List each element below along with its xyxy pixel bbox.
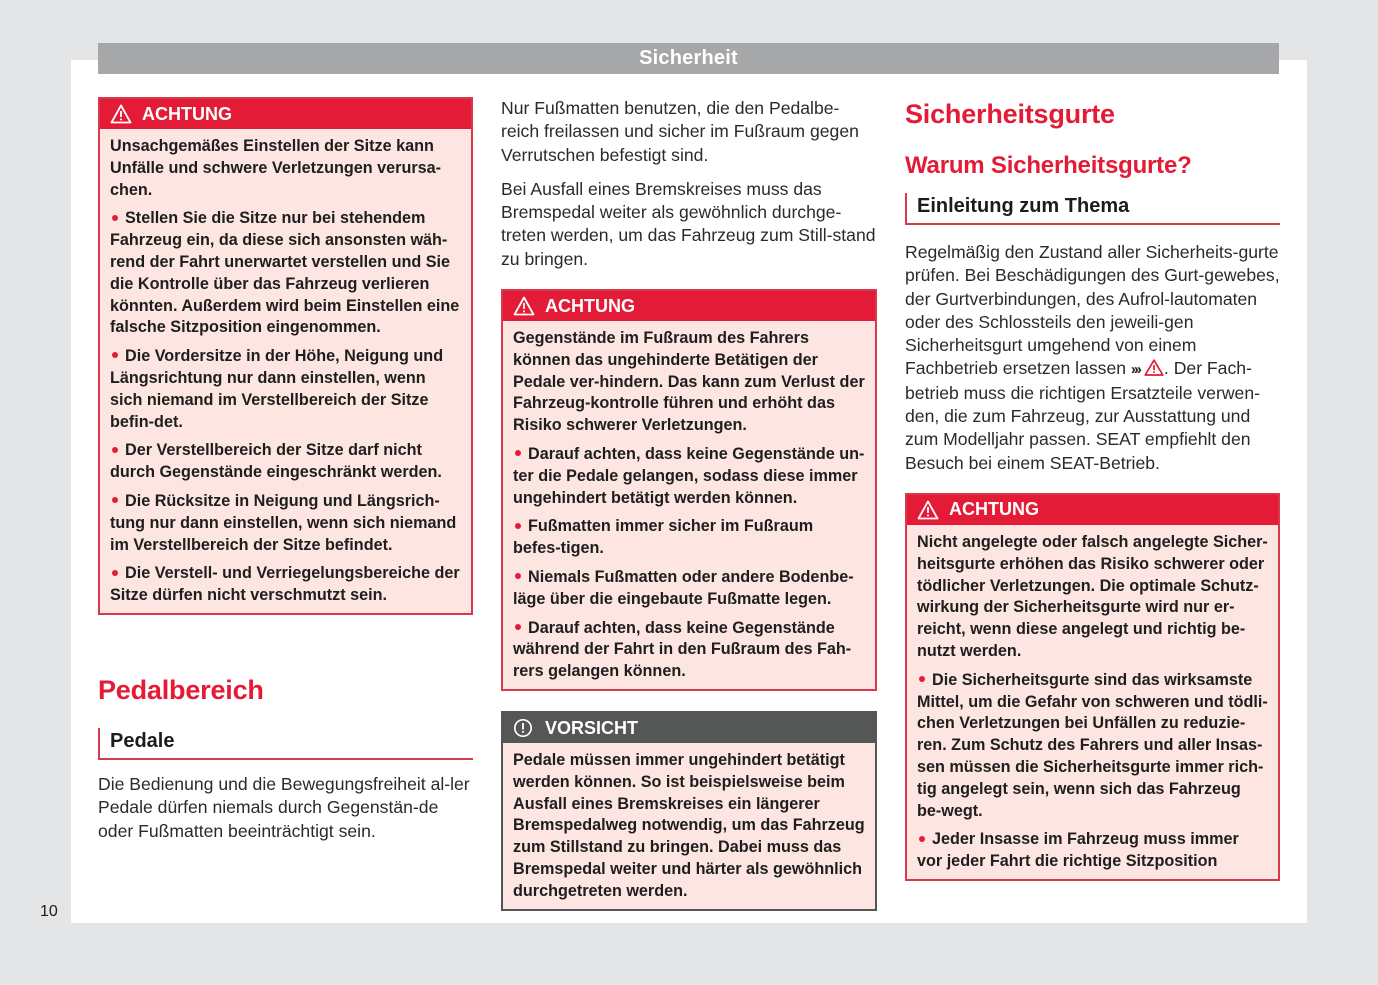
warning-bullet: Niemals Fußmatten oder andere Bodenbe-läge über die eingebaute Fußmatte legen. xyxy=(513,567,865,611)
bremskreis-paragraph: Bei Ausfall eines Bremskreises muss das Bremspedal weiter als gewöhnlich durchge-treten werden, um das Fahrzeug zum Still-stand zu bringen. xyxy=(501,178,876,269)
warning-triangle-icon xyxy=(917,500,939,520)
subsection-title-pedale: Pedale xyxy=(98,728,473,760)
warning-box-body xyxy=(100,129,471,613)
page-header xyxy=(98,43,1279,74)
warning-bullet: Darauf achten, dass keine Gegenstände un-ter die Pedale gelangen, sodass diese immer ungehindert betätigt werden können. xyxy=(513,444,865,509)
column-1 xyxy=(98,97,473,854)
warning-bullet: Die Sicherheitsgurte sind das wirksamste Mittel, um die Gefahr von schweren und tödli-chen Verletzungen bei Unfällen zu reduzie-ren. Zum Schutz des Fahrers und aller Insas-sen müssen die Sicherheitsgurte immer rich-tig angelegt sein, wenn sich das Fahrzeug be-wegt. xyxy=(917,670,1268,823)
warning-box-header xyxy=(503,291,875,321)
warning-intro: Nicht angelegte oder falsch angelegte Sicher-heitsgurte erhöhen das Risiko schwerer oder tödlicher Verletzungen. Die optimale Schutz-wirkung der Sicherheitsgurte wird nur er-reicht, wenn diese angelegt und richtig be-nutzt werden. xyxy=(917,532,1268,660)
caution-box-body xyxy=(503,743,875,909)
warning-box-seats xyxy=(98,97,473,615)
warning-box-header xyxy=(100,99,471,129)
page-number: 10 xyxy=(40,903,58,920)
fussmatten-paragraph: Nur Fußmatten benutzen, die den Pedalbe-reich freilassen und sicher im Fußraum gegen Verrutschen befestigt sind. xyxy=(501,98,859,165)
warning-intro: Gegenstände im Fußraum des Fahrers können das ungehinderte Betätigen der Pedale ver-hindern. Das kann zum Verlust der Fahrzeug-kontrolle führen und erhöht das Risiko schwerer Verletzungen. xyxy=(513,329,865,435)
warning-triangle-icon xyxy=(513,296,535,316)
warning-box-body xyxy=(907,525,1278,879)
topic-title-einleitung: Einleitung zum Thema xyxy=(905,193,1280,225)
header-title: Sicherheit xyxy=(639,47,738,69)
caution-label: VORSICHT xyxy=(545,717,639,738)
pedale-paragraph: Die Bedienung und die Bewegungsfreiheit al-ler Pedale dürfen niemals durch Gegenstän-de oder Fußmatten beeinträchtigt sein. xyxy=(98,773,470,841)
warning-box-pedals xyxy=(501,289,877,691)
warning-label: ACHTUNG xyxy=(142,103,232,124)
section-title-sicherheitsgurte: Sicherheitsgurte xyxy=(905,99,1115,129)
warning-bullet: Die Verstell- und Verriegelungsbereiche der Sitze dürfen nicht verschmutzt sein. xyxy=(110,563,461,607)
warning-triangle-icon[interactable] xyxy=(1144,359,1164,376)
warning-label: ACHTUNG xyxy=(949,499,1039,520)
reference-arrows-link[interactable]: ››› xyxy=(1130,361,1140,379)
gurte-paragraph-text: Regelmäßig den Zustand aller Sicherheits-gurte prüfen. Bei Beschädigungen des Gurt-gewebes, der Gurtverbindungen, des Aufrol-lautomaten oder des Schlossteils den jeweili-gen Sicherheitsgurt umgehend von einem Fachbetrieb ersetzen lassen xyxy=(905,242,1280,379)
column-2 xyxy=(501,97,877,931)
caution-box-header xyxy=(503,713,875,743)
warning-bullet: Die Vordersitze in der Höhe, Neigung und Längsrichtung nur dann einstellen, wenn sich niemand im Verstellbereich der Sitze befin-det. xyxy=(110,346,461,433)
warning-bullet: Fußmatten immer sicher im Fußraum befes-tigen. xyxy=(513,516,865,560)
warning-bullet: Darauf achten, dass keine Gegenstände während der Fahrt in den Fußraum des Fah-rers gelangen können. xyxy=(513,618,865,683)
subsection-title-warum: Warum Sicherheitsgurte? xyxy=(905,152,1192,179)
warning-box-body xyxy=(503,321,875,689)
exclamation-circle-icon xyxy=(513,718,535,738)
gurte-paragraph xyxy=(905,241,1280,475)
caution-box-pedals xyxy=(501,711,877,911)
warning-triangle-icon xyxy=(110,104,132,124)
warning-bullet: Stellen Sie die Sitze nur bei stehendem Fahrzeug ein, da diese sich ansonsten wäh-rend der Fahrt unerwartet verstellen und Sie die Kontrolle über das Fahrzeug verlieren könnten. Außerdem wird beim Einstellen eine falsche Sitzposition eingenommen. xyxy=(110,208,461,339)
warning-box-seatbelts xyxy=(905,493,1280,881)
caution-text: Pedale müssen immer ungehindert betätigt werden können. So ist beispielsweise beim Ausfall eines Bremskreises ein längerer Bremspedalweg notwendig, um das Fahrzeug zum Stillstand zu bringen. Dabei muss das Bremspedal weiter und härter als gewöhnlich durchgetreten werden. xyxy=(513,751,865,900)
warning-bullet: Der Verstellbereich der Sitze darf nicht durch Gegenstände eingeschränkt werden. xyxy=(110,440,461,484)
warning-label: ACHTUNG xyxy=(545,295,635,316)
warning-bullet: Jeder Insasse im Fahrzeug muss immer vor jeder Fahrt die richtige Sitzposition xyxy=(917,829,1268,873)
gurte-paragraph-text-cont: . Der Fach-betrieb muss die richtigen Ersatzteile verwen-den, die zum Fahrzeug, zur Ausstattung und zum Modelljahr passen. SEAT empfiehlt den Besuch bei einem SEAT-Betrieb. xyxy=(905,358,1260,473)
warning-box-header xyxy=(907,495,1278,525)
warning-intro: Unsachgemäßes Einstellen der Sitze kann Unfälle und schwere Verletzungen verursa-chen. xyxy=(110,137,442,199)
section-title-pedalbereich: Pedalbereich xyxy=(98,674,264,705)
warning-bullet: Die Rücksitze in Neigung und Längsrich-tung nur dann einstellen, wenn sich niemand im Verstellbereich der Sitze befindet. xyxy=(110,491,461,556)
column-3 xyxy=(905,97,1280,901)
